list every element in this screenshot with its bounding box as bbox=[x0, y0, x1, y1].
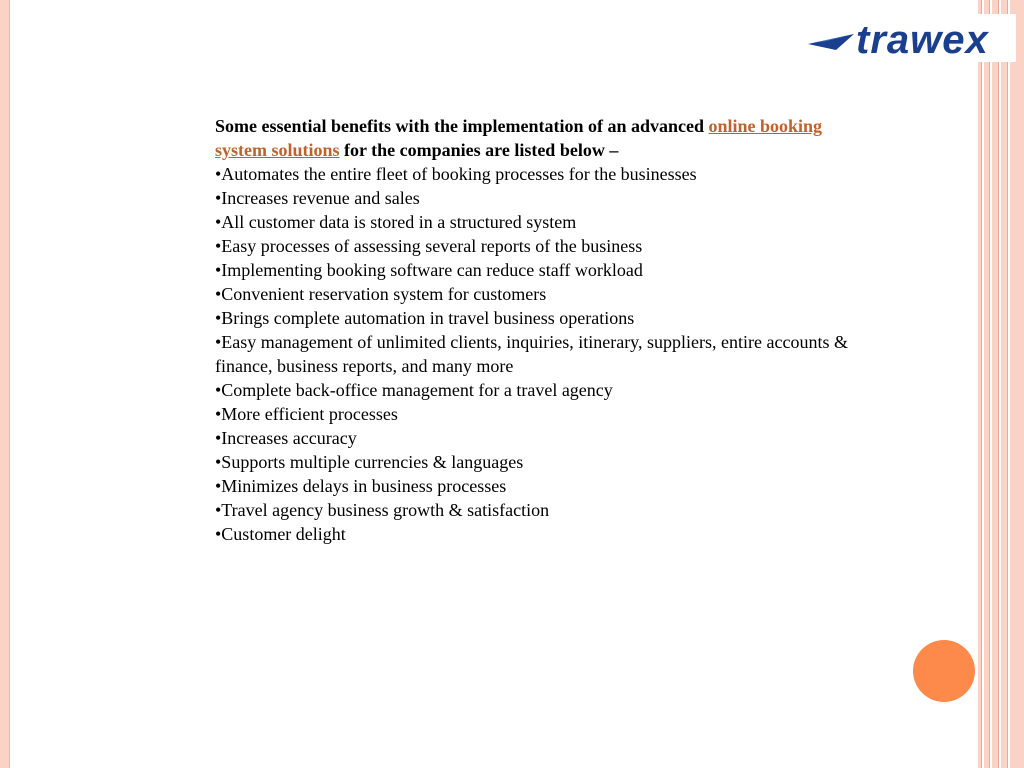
intro-paragraph bbox=[215, 114, 875, 162]
list-item: •Complete back-office management for a travel agency bbox=[215, 380, 613, 400]
right-border-stripe bbox=[1010, 0, 1024, 768]
right-border-line bbox=[981, 0, 982, 768]
list-item: •Easy processes of assessing several reports of the business bbox=[215, 236, 643, 256]
list-item: •Customer delight bbox=[215, 524, 346, 544]
list-item: •All customer data is stored in a structured system bbox=[215, 212, 577, 232]
right-border-line bbox=[998, 0, 999, 768]
list-item: •Increases accuracy bbox=[215, 428, 357, 448]
list-item: •Travel agency business growth & satisfaction bbox=[215, 500, 550, 520]
orange-circle-decoration bbox=[913, 640, 975, 702]
list-item: •Implementing booking software can reduce staff workload bbox=[215, 260, 643, 280]
intro-text: Some essential benefits with the implementation of an advanced bbox=[215, 116, 709, 136]
benefits-list bbox=[215, 162, 875, 546]
list-item: •Automates the entire fleet of booking processes for the businesses bbox=[215, 164, 697, 184]
online-booking-link[interactable]: online booking system solutions bbox=[215, 116, 823, 160]
trawex-logo[interactable] bbox=[806, 14, 1016, 62]
right-border-line bbox=[989, 0, 990, 768]
left-border-stripe bbox=[0, 0, 10, 768]
list-item: •Convenient reservation system for customers bbox=[215, 284, 547, 304]
list-item: •Supports multiple currencies & languages bbox=[215, 452, 524, 472]
list-item: •More efficient processes bbox=[215, 404, 398, 424]
list-item: •Easy management of unlimited clients, inquiries, itinerary, suppliers, entire accounts & finance, business reports, and many more bbox=[215, 332, 848, 376]
list-item: •Minimizes delays in business processes bbox=[215, 476, 507, 496]
right-border-line bbox=[1007, 0, 1008, 768]
list-item: •Brings complete automation in travel business operations bbox=[215, 308, 635, 328]
intro-text-end: for the companies are listed below – bbox=[339, 140, 619, 160]
list-item: •Increases revenue and sales bbox=[215, 188, 420, 208]
logo-text: trawex bbox=[856, 18, 989, 62]
benefits-text-block bbox=[215, 114, 875, 546]
